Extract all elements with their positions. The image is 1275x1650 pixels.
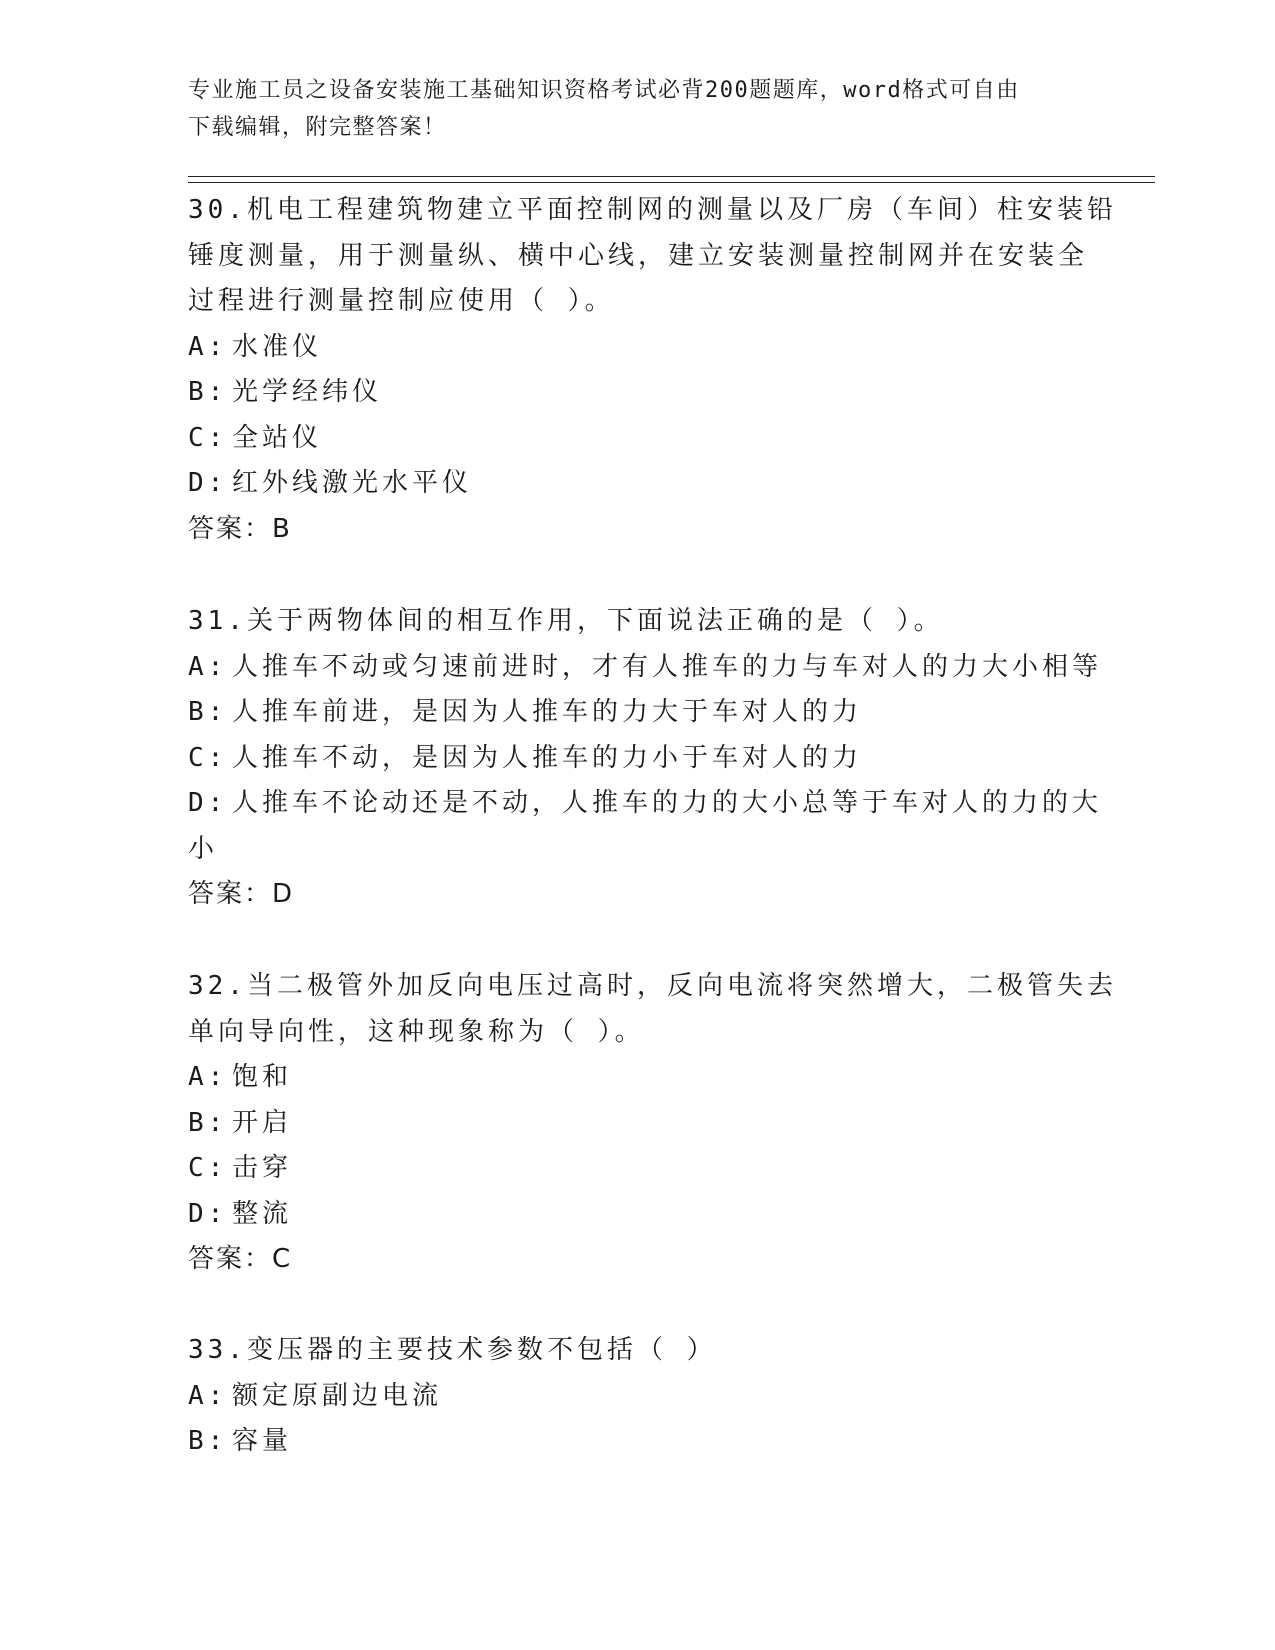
question-33 — [188, 1328, 1088, 1465]
answer-line: 答案：B — [188, 513, 292, 544]
document-header — [188, 72, 1088, 146]
option-text: 水准仪 — [232, 331, 323, 362]
answer-line: 答案：D — [188, 879, 295, 909]
option-b — [188, 1419, 1088, 1465]
header-line-1: 专业施工员之设备安装施工基础知识资格考试必背200题题库，word格式可自由 — [188, 78, 1020, 103]
option-text: 饱和 — [232, 1062, 293, 1092]
option-continuation: 小 — [188, 833, 219, 864]
question-text-line: 锤度测量，用于测量纵、横中心线，建立安装测量控制网并在安装全 — [188, 240, 1089, 271]
option-key: D: — [188, 468, 228, 498]
header-rule-top — [188, 176, 1155, 177]
header-rule-bottom — [188, 182, 1155, 183]
question-text-line: 30.机电工程建筑物建立平面控制网的测量以及厂房（车间）柱安装铅 — [188, 195, 1117, 225]
option-a — [188, 1055, 1088, 1101]
question-text-line: 单向导向性，这种现象称为（ ）。 — [188, 1016, 645, 1047]
option-key: B: — [188, 1107, 228, 1138]
option-key: B: — [188, 1426, 228, 1456]
option-key: D: — [188, 788, 228, 818]
option-d — [188, 1192, 1088, 1238]
option-text: 全站仪 — [232, 422, 323, 453]
option-b — [188, 370, 1088, 416]
question-text-line: 31.关于两物体间的相互作用，下面说法正确的是（ ）。 — [188, 606, 944, 636]
option-text: 额定原副边电流 — [232, 1380, 443, 1411]
question-text-line: 32.当二极管外加反向电压过高时，反向电流将突然增大，二极管失去 — [188, 971, 1117, 1001]
option-c — [188, 416, 1088, 462]
option-key: A: — [188, 1380, 228, 1411]
header-line-2: 下载编辑，附完整答案！ — [188, 115, 447, 140]
option-text: 容量 — [232, 1426, 293, 1456]
option-b — [188, 690, 1088, 736]
option-b — [188, 1101, 1088, 1147]
question-30 — [188, 188, 1117, 552]
question-31 — [188, 599, 1103, 918]
option-text: 红外线激光水平仪 — [232, 468, 473, 498]
option-key: C: — [188, 742, 228, 773]
option-text: 整流 — [232, 1198, 293, 1229]
option-c — [188, 1146, 1088, 1192]
option-d — [188, 461, 1088, 507]
option-key: A: — [188, 1062, 228, 1092]
option-key: A: — [188, 651, 228, 682]
question-text-line: 过程进行测量控制应使用（ ）。 — [188, 286, 615, 316]
option-text: 人推车前进，是因为人推车的力大于车对人的力 — [232, 697, 863, 727]
option-text: 开启 — [232, 1107, 293, 1138]
option-c — [188, 736, 1088, 782]
option-key: C: — [188, 422, 228, 453]
question-32 — [188, 964, 1117, 1283]
option-a — [188, 1374, 1088, 1420]
option-text: 人推车不动，是因为人推车的力小于车对人的力 — [232, 742, 863, 773]
option-key: C: — [188, 1153, 228, 1183]
option-text: 人推车不动或匀速前进时，才有人推车的力与车对人的力大小相等 — [232, 651, 1103, 682]
option-text: 光学经纬仪 — [232, 377, 383, 407]
option-a — [188, 645, 1103, 691]
option-key: B: — [188, 697, 228, 727]
option-d — [188, 781, 1103, 827]
option-key: B: — [188, 377, 228, 407]
option-text: 人推车不论动还是不动，人推车的力的大小总等于车对人的力的大 — [232, 788, 1103, 818]
option-key: D: — [188, 1198, 228, 1229]
option-key: A: — [188, 331, 228, 362]
option-a — [188, 325, 1088, 371]
option-text: 击穿 — [232, 1153, 293, 1183]
answer-line: 答案：C — [188, 1244, 293, 1274]
question-text-line: 33.变压器的主要技术参数不包括（ ） — [188, 1335, 717, 1365]
